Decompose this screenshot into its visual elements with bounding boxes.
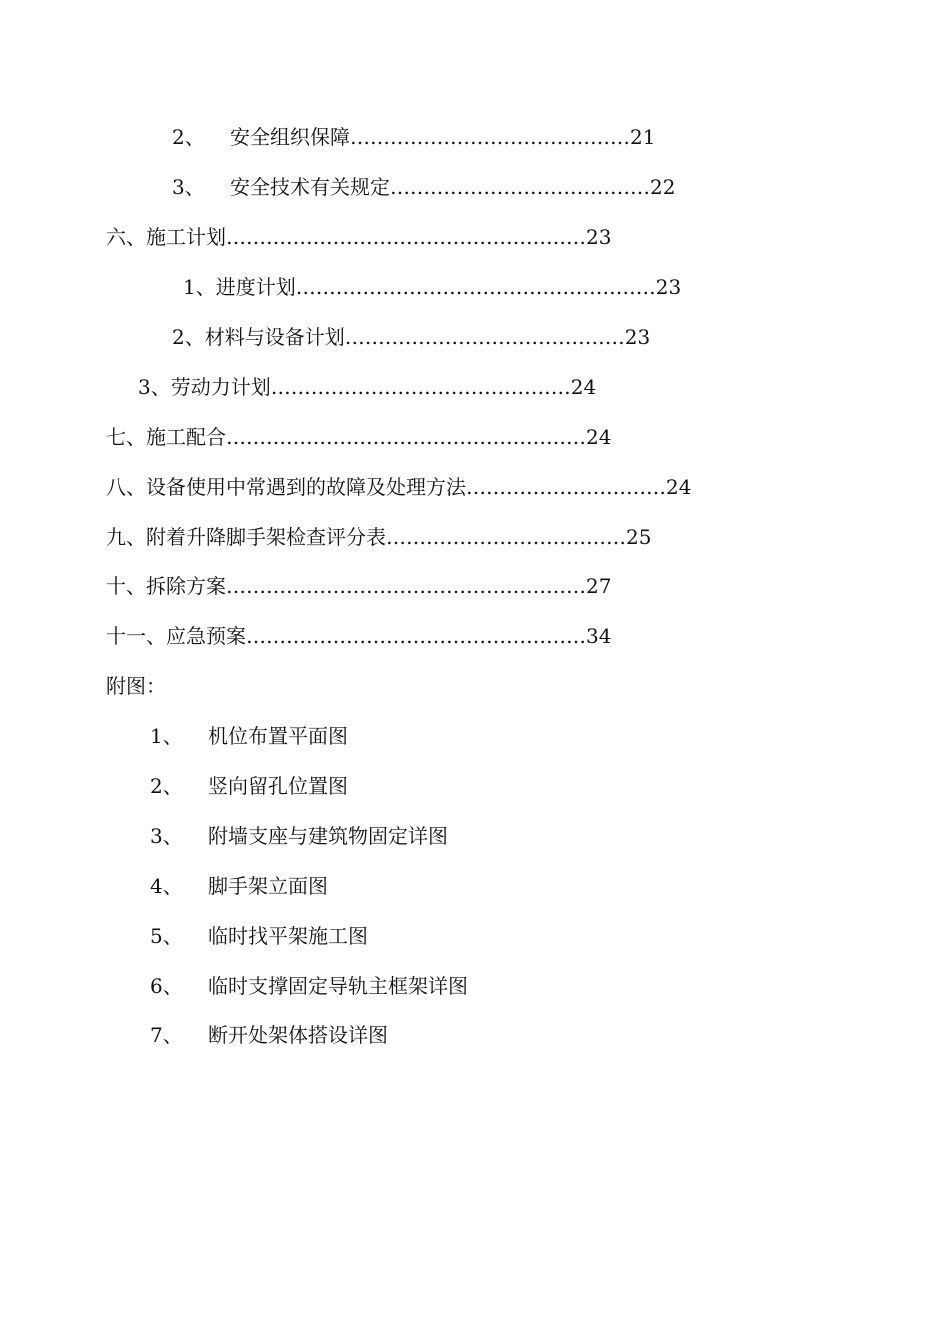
toc-entry-number: 十一、 [106, 624, 166, 648]
toc-entry-leader: ……………………………………………… [226, 225, 586, 249]
figure-number: 2、 [150, 774, 183, 798]
toc-entry-title: 附着升降脚手架检查评分表 [146, 525, 386, 549]
figure-entry [150, 921, 368, 951]
toc-entry-leader: ………………………………… [390, 175, 650, 199]
toc-entry-title: 设备使用中常遇到的故障及处理方法 [146, 475, 466, 499]
toc-entry-title: 拆除方案 [146, 574, 226, 598]
appendix-heading: 附图： [106, 674, 166, 698]
figure-title: 脚手架立面图 [208, 874, 328, 898]
toc-entry-leader: ……………………………………………… [226, 425, 586, 449]
toc-entry-leader: ………………………… [466, 475, 666, 499]
toc-entry-number: 2、 [172, 325, 205, 349]
toc-entry-page: 25 [626, 525, 652, 549]
toc-entry-page: 24 [570, 375, 597, 399]
toc-entry [138, 372, 596, 402]
figure-number: 3、 [150, 824, 183, 848]
figure-entry [150, 821, 448, 851]
figure-title: 附墙支座与建筑物固定详图 [208, 824, 448, 848]
toc-entry [106, 621, 611, 651]
toc-entry-page: 34 [586, 624, 612, 648]
figure-title: 临时找平架施工图 [208, 924, 368, 948]
toc-entry-page: 23 [586, 225, 612, 249]
toc-entry-leader: …………………………………………… [246, 624, 586, 648]
toc-entry-title: 施工计划 [146, 225, 226, 249]
toc-entry-number: 十、 [106, 574, 146, 598]
figure-title: 竖向留孔位置图 [208, 774, 348, 798]
toc-entry-title: 安全技术有关规定 [230, 175, 390, 199]
figure-entry [150, 1020, 388, 1050]
toc-entry-title: 劳动力计划 [170, 375, 271, 399]
toc-entry-number: 七、 [106, 425, 146, 449]
figure-title: 机位布置平面图 [208, 724, 348, 748]
toc-entry [106, 522, 651, 552]
toc-entry-title: 安全组织保障 [230, 125, 350, 149]
figure-entry [150, 771, 348, 801]
toc-entry-number: 八、 [106, 475, 146, 499]
toc-entry [106, 222, 611, 252]
toc-entry [172, 172, 675, 202]
toc-entry-page: 24 [586, 425, 612, 449]
toc-entry-leader: ……………………………………… [270, 375, 571, 399]
toc-entry [172, 322, 650, 352]
toc-entry-number: 九、 [106, 525, 146, 549]
toc-entry-title: 施工配合 [146, 425, 226, 449]
toc-entry-leader: ……………………………………………… [295, 275, 656, 299]
toc-entry-page: 22 [650, 175, 676, 199]
figure-entry [150, 721, 348, 751]
toc-entry-title: 材料与设备计划 [204, 325, 345, 349]
toc-entry-title: 进度计划 [215, 275, 296, 299]
toc-entry-number: 1、 [183, 275, 216, 299]
toc-entry [106, 422, 611, 452]
toc-entry-number: 3、 [172, 175, 205, 199]
toc-entry-leader: ……………………………………………… [226, 574, 586, 598]
toc-entry-page: 27 [586, 574, 612, 598]
figure-number: 1、 [150, 724, 183, 748]
toc-entry [106, 571, 611, 601]
toc-entry [172, 122, 655, 152]
toc-entry-page: 23 [624, 325, 651, 349]
figure-entry [150, 871, 328, 901]
figure-number: 6、 [150, 974, 183, 998]
figure-entry [150, 971, 468, 1001]
toc-entry-leader: …………………………………… [350, 125, 630, 149]
toc-entry-leader: ……………………………… [386, 525, 626, 549]
figure-title: 临时支撑固定导轨主框架详图 [208, 974, 468, 998]
toc-entry [183, 272, 681, 302]
figure-title: 断开处架体搭设详图 [208, 1023, 388, 1047]
toc-entry-title: 应急预案 [166, 624, 246, 648]
toc-entry-page: 23 [655, 275, 682, 299]
figure-number: 7、 [150, 1023, 183, 1047]
toc-entry [106, 472, 691, 502]
toc-entry-leader: …………………………………… [344, 325, 625, 349]
toc-entry-page: 24 [666, 475, 692, 499]
toc-entry-number: 3、 [138, 375, 171, 399]
toc-entry-page: 21 [630, 125, 656, 149]
toc-entry-number: 2、 [172, 125, 205, 149]
toc-entry-number: 六、 [106, 225, 146, 249]
figure-number: 5、 [150, 924, 183, 948]
figure-number: 4、 [150, 874, 183, 898]
